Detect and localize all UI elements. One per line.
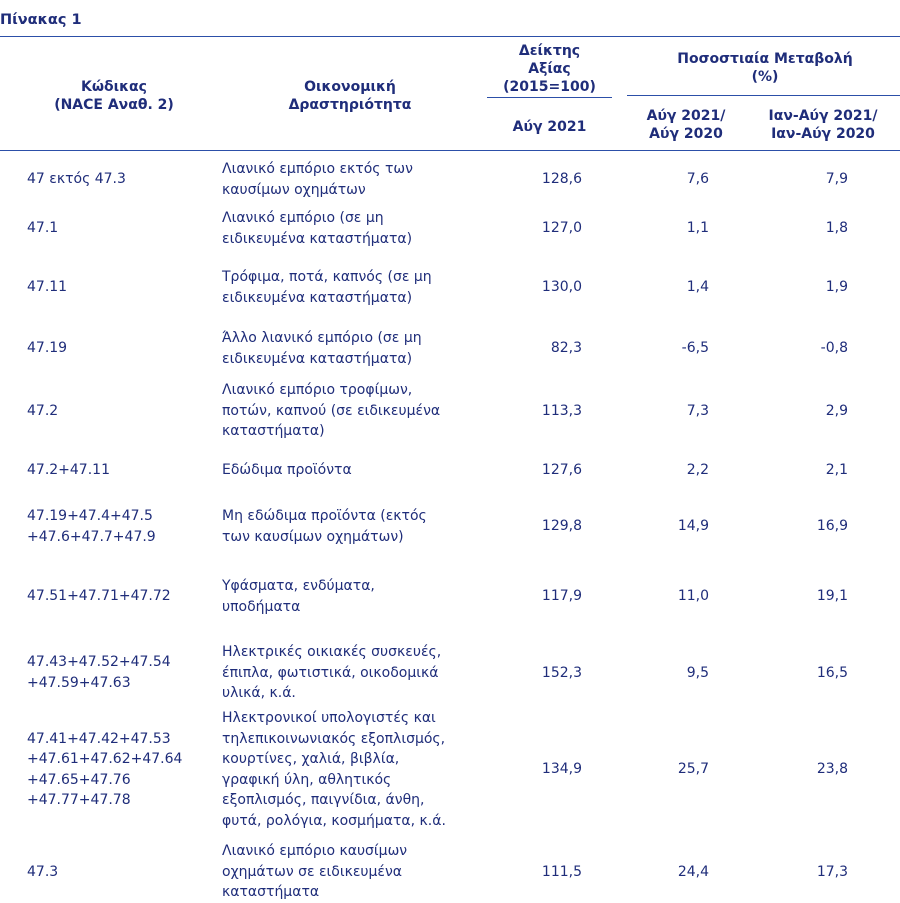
row-activity-line: υλικά, κ.ά. [222, 685, 296, 701]
header-rule [0, 150, 900, 151]
row-change-jan-aug: 7,9 [825, 171, 848, 188]
header-index-line3: (2015=100) [503, 79, 596, 95]
row-activity-line: Λιανικό εμπόριο εκτός των [222, 161, 413, 177]
row-change-aug: 1,1 [686, 220, 709, 237]
row-activity-line: καταστήματα) [222, 423, 325, 439]
table-title: Πίνακας 1 [0, 12, 82, 28]
row-activity-line: Ηλεκτρικές οικιακές συσκευές, [222, 644, 442, 660]
row-code [27, 401, 227, 422]
row-code-line: 47.11 [27, 279, 68, 296]
row-code-line: +47.61+47.62+47.64 [27, 751, 183, 767]
row-change-aug: 24,4 [677, 863, 709, 880]
row-code-line: 47.2+47.11 [27, 462, 110, 478]
row-activity [222, 380, 482, 442]
header-chg2 [750, 107, 896, 143]
row-index-value: 134,9 [541, 761, 582, 778]
row-code-line: 47.51+47.71+47.72 [27, 588, 171, 605]
row-activity-line: καταστήματα [222, 884, 320, 900]
row-activity-line: Ηλεκτρονικοί υπολογιστές και [222, 710, 436, 726]
row-change-jan-aug: 16,5 [816, 664, 848, 681]
row-activity-line: τηλεπικοινωνιακός εξοπλισμός, [222, 730, 446, 747]
row-index-value: 82,3 [550, 340, 582, 357]
header-chg1-line2: Αύγ 2020 [649, 126, 723, 142]
row-index-value: 152,3 [541, 664, 582, 681]
row-activity-line: ειδικευμένα καταστήματα) [222, 230, 413, 247]
row-code-line: +47.59+47.63 [27, 674, 131, 691]
header-activity-line2: Δραστηριότητα [288, 97, 412, 113]
row-code-line: 47.3 [27, 863, 59, 880]
row-change-jan-aug: -0,8 [820, 340, 848, 357]
row-change-jan-aug: 1,9 [825, 279, 848, 296]
row-change-jan-aug: 2,9 [825, 402, 848, 419]
row-change-jan-aug: 19,1 [816, 588, 848, 605]
header-chg2-line2: Ιαν-Αύγ 2020 [771, 126, 875, 142]
row-activity-line: καυσίμων οχημάτων [222, 181, 366, 198]
header-index-line2: Αξίας [528, 61, 571, 77]
row-activity [222, 159, 482, 200]
row-index-value: 113,3 [541, 402, 582, 419]
row-activity-line: Υφάσματα, ενδύματα, [222, 578, 375, 594]
row-activity-line: Τρόφιμα, ποτά, καπνός (σε μη [222, 269, 432, 285]
row-index-value: 111,5 [541, 863, 582, 880]
header-index-sub: Αύγ 2021 [512, 119, 587, 135]
row-code-line: 47 εκτός 47.3 [27, 171, 126, 188]
row-activity-line: υποδήματα [222, 598, 301, 615]
row-code-line: +47.65+47.76 [27, 771, 131, 788]
header-activity-line1: Οικονομική [304, 79, 396, 95]
row-change-aug: 7,6 [686, 171, 709, 188]
row-activity-line: οχημάτων σε ειδικευμένα [222, 863, 403, 880]
header-code-line1: Κώδικας [81, 79, 147, 95]
row-change-aug: 9,5 [686, 664, 709, 681]
row-activity-line: Λιανικό εμπόριο τροφίμων, [222, 382, 413, 398]
header-index-line1: Δείκτης [518, 43, 581, 59]
row-index-value: 127,0 [541, 220, 582, 237]
row-change-aug: 2,2 [686, 462, 709, 478]
row-activity-line: Άλλο λιανικό εμπόριο (σε μη [222, 330, 422, 346]
row-activity-line: εξοπλισμός, παιγνίδια, άνθη, [222, 792, 425, 808]
row-activity-line: των καυσίμων οχημάτων) [222, 528, 404, 545]
row-code-line: 47.1 [27, 220, 59, 237]
row-activity [222, 708, 482, 831]
row-activity [222, 328, 482, 369]
row-activity-line: κουρτίνες, χαλιά, βιβλία, [222, 751, 400, 767]
row-activity-line: ποτών, καπνού (σε ειδικευμένα [222, 402, 441, 419]
row-activity-line: ειδικευμένα καταστήματα) [222, 350, 413, 367]
row-code [27, 729, 227, 811]
row-index-value: 117,9 [541, 588, 582, 605]
header-change-line2: (%) [751, 69, 779, 85]
row-activity [222, 642, 482, 704]
row-activity-line: ειδικευμένα καταστήματα) [222, 289, 413, 306]
header-chg1 [626, 107, 746, 143]
row-change-aug: 11,0 [677, 588, 709, 605]
row-index-value: 130,0 [541, 279, 582, 296]
row-code [27, 862, 227, 883]
row-code [27, 169, 227, 190]
header-code [22, 78, 206, 114]
row-activity [222, 841, 482, 903]
row-code [27, 218, 227, 239]
row-code-line: +47.6+47.7+47.9 [27, 528, 156, 545]
header-code-line2: (NACE Αναθ. 2) [54, 97, 174, 113]
row-code-line: +47.77+47.78 [27, 792, 131, 808]
index-underline [487, 97, 612, 98]
row-change-jan-aug: 23,8 [816, 761, 848, 778]
row-index-value: 128,6 [541, 171, 582, 188]
row-code [27, 277, 227, 298]
row-change-aug: 25,7 [677, 761, 709, 778]
row-activity [222, 460, 482, 481]
row-code [27, 460, 227, 481]
row-activity-line: Εδώδιμα προϊόντα [222, 462, 352, 478]
row-activity-line: γραφική ύλη, αθλητικός [222, 771, 392, 788]
row-index-value: 127,6 [541, 462, 582, 478]
change-underline [627, 95, 900, 96]
row-activity-line: έπιπλα, φωτιστικά, οικοδομικά [222, 664, 439, 681]
row-activity-line: Λιανικό εμπόριο (σε μη [222, 210, 384, 226]
header-activity [245, 78, 455, 114]
row-index-value: 129,8 [541, 518, 582, 535]
row-change-aug: 7,3 [686, 402, 709, 419]
row-code-line: 47.43+47.52+47.54 [27, 654, 171, 671]
row-change-aug: 14,9 [677, 518, 709, 535]
header-chg1-line1: Αύγ 2021/ [646, 108, 726, 124]
row-code [27, 506, 227, 547]
row-change-aug: 1,4 [686, 279, 709, 296]
header-chg2-line1: Ιαν-Αύγ 2021/ [768, 108, 878, 124]
row-code [27, 338, 227, 359]
row-activity [222, 576, 482, 617]
row-activity-line: φυτά, ρολόγια, κοσμήματα, κ.ά. [222, 812, 446, 829]
header-change [640, 50, 890, 86]
row-code-line: 47.19+47.4+47.5 [27, 508, 153, 524]
row-code-line: 47.2 [27, 402, 59, 419]
row-code-line: 47.41+47.42+47.53 [27, 730, 171, 747]
header-index [488, 42, 611, 96]
row-change-jan-aug: 1,8 [825, 220, 848, 237]
row-activity [222, 267, 482, 308]
row-activity [222, 506, 482, 547]
row-activity [222, 208, 482, 249]
top-rule [0, 36, 900, 37]
row-change-aug: -6,5 [681, 340, 709, 357]
row-activity-line: Μη εδώδιμα προϊόντα (εκτός [222, 508, 427, 524]
row-change-jan-aug: 16,9 [816, 518, 848, 535]
row-change-jan-aug: 2,1 [825, 462, 848, 478]
row-code [27, 652, 227, 693]
row-change-jan-aug: 17,3 [816, 863, 848, 880]
row-code [27, 586, 227, 607]
header-change-line1: Ποσοστιαία Μεταβολή [677, 51, 853, 67]
row-activity-line: Λιανικό εμπόριο καυσίμων [222, 843, 408, 859]
row-code-line: 47.19 [27, 340, 68, 357]
